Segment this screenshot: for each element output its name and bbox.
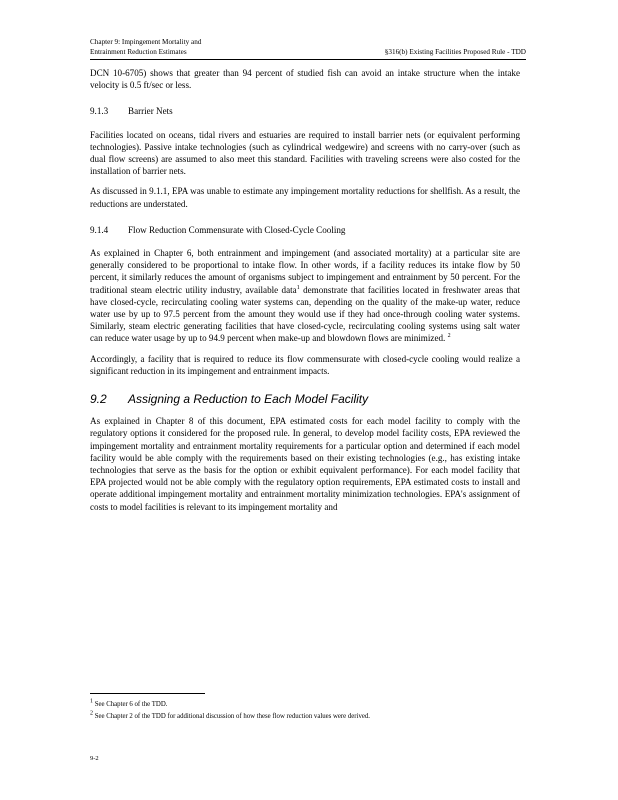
footnote-rule: [90, 693, 205, 694]
section-number: 9.1.3: [90, 106, 109, 117]
header-rule: [90, 59, 526, 60]
footnote-text: See Chapter 6 of the TDD.: [94, 701, 168, 708]
header-right: §316(b) Existing Facilities Proposed Rule - TDD: [384, 48, 526, 56]
section-title: Barrier Nets: [128, 106, 173, 117]
section-heading-9-1-4: [90, 224, 520, 236]
running-header: [90, 37, 526, 57]
footnote: [90, 711, 520, 723]
section-title: Assigning a Reduction to Each Model Facility: [128, 392, 369, 407]
section-number: 9.1.4: [90, 224, 109, 235]
paragraph: As explained in Chapter 8 of this document, EPA estimated costs for each model facility to comply with the regulatory options it considered for the proposed rule. In general, to develop model facility costs, EPA reviewed the impingement mortality and entrainment mortality requirements for a particular option and determined if each model facility would be able comply with the requirements based on their existing technologies (e.g., has existing intake technologies that serve as the basis for the option or exhibit equivalent performance). For each model facility that EPA projected would not be able comply with the regulatory option requirements, EPA estimated costs to install and operate additional impingement mortality and entrainment mortality minimization technologies. EPA's assignment of costs to model facilities is relevant to its impingement mortality and: [90, 416, 520, 512]
section-number: 9.2: [90, 392, 107, 407]
paragraph: As discussed in 9.1.1, EPA was unable to estimate any impingement mortality reductions for shellfish. As a result, the reductions are understated.: [90, 186, 520, 209]
intro-paragraph: DCN 10-6705) shows that greater than 94 percent of studied fish can avoid an intake structure when the intake velocity is 0.5 ft/sec or less.: [90, 68, 520, 91]
footnote: [90, 699, 520, 711]
section-heading-9-2: [90, 393, 520, 405]
paragraph: Facilities located on oceans, tidal rivers and estuaries are required to install barrier nets (or equivalent performing technologies). Passive intake technologies (such as cylindrical wedgewire) and screens with no carry-over (such as dual flow screens) are assumed to also meet this standard. Facilities with traveling screens were also costed for the installation of barrier nets.: [90, 129, 520, 177]
section-heading-9-1-3: [90, 105, 520, 117]
paragraph-text: demonstrate that facilities located in freshwater areas that have closed-cycle, recirculating cooling water systems can, depending on the quality of the make-up water, reduce water use by up to 97.5 percent from the amount they would use if they had once-through cooling water systems. Similarly, steam electric generating facilities that have closed-cycle, recirculating cooling systems using salt water can reduce water usage by up to 94.9 percent when make-up and blowdown flows are minimized.: [90, 284, 520, 344]
footnote-mark: 2: [90, 710, 93, 717]
paragraph-text: As explained in Chapter 6, both entrainment and impingement (and associated mortality) at a particular site are generally considered to be proportional to intake flow. In other words, if a facility reduces its intake flow by 50 percent, it similarly reduces the amount of organisms subject to impingement and entrainment by 50 percent. For the traditional steam electric utility industry, available data: [90, 248, 520, 295]
paragraph: [90, 247, 520, 345]
page-number: 9-2: [90, 755, 99, 762]
footnote-ref[interactable]: 2: [447, 333, 451, 340]
footnotes: [90, 699, 520, 723]
footnote-text: See Chapter 2 of the TDD for additional discussion of how these flow reduction values were derived.: [94, 713, 370, 720]
section-title: Flow Reduction Commensurate with Closed-Cycle Cooling: [128, 224, 346, 235]
document-body: [90, 67, 520, 521]
header-subtitle: Entrainment Reduction Estimates: [90, 48, 187, 56]
footnote-ref[interactable]: 1: [296, 284, 300, 291]
header-chapter: Chapter 9: Impingement Mortality and: [90, 38, 202, 46]
paragraph: Accordingly, a facility that is required to reduce its flow commensurate with closed-cycle cooling would realize a significant reduction in its impingement and entrainment impacts.: [90, 353, 520, 376]
footnote-mark: 1: [90, 698, 93, 705]
